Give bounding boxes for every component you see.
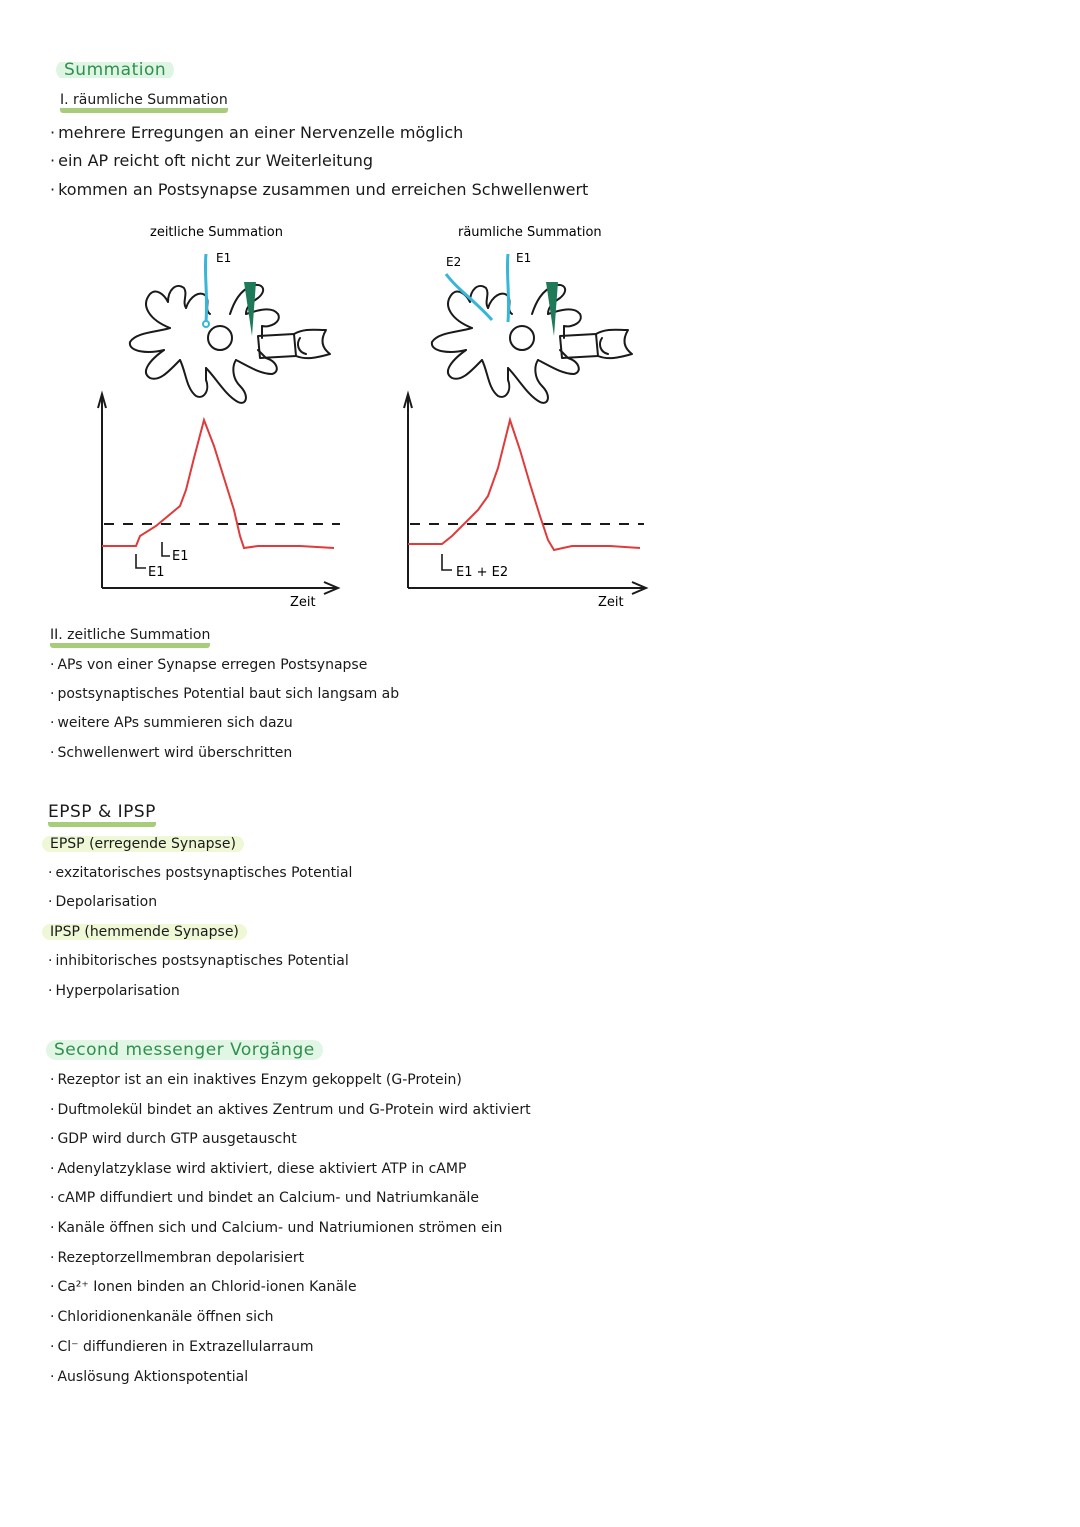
curve-right bbox=[408, 420, 640, 550]
epsp-line-1: · exzitatorisches postsynaptisches Potential bbox=[48, 865, 352, 881]
section2-line-1: · APs von einer Synapse erregen Postsynapse bbox=[50, 657, 367, 673]
epsp-line-2: · Depolarisation bbox=[48, 894, 157, 910]
graph-right-axes bbox=[404, 394, 646, 594]
sm-line-10: · Cl⁻ diffundieren in Extrazellularraum bbox=[50, 1339, 314, 1355]
curve-left bbox=[102, 420, 334, 548]
second-messenger-title: Second messenger Vorgänge bbox=[46, 1040, 323, 1060]
section2-title: II. zeitliche Summation bbox=[50, 627, 210, 648]
epsp-ipsp-title: EPSP & IPSP bbox=[48, 802, 156, 827]
sm-line-3: · GDP wird durch GTP ausgetauscht bbox=[50, 1131, 297, 1147]
diagram-right-electrode-2-label: E1 bbox=[516, 251, 532, 265]
ipsp-line-2: · Hyperpolarisation bbox=[48, 983, 180, 999]
diagram-right-x-label: Zeit bbox=[598, 595, 624, 610]
diagram-left-title: zeitliche Summation bbox=[150, 225, 283, 240]
diagram-left bbox=[98, 225, 340, 610]
section2-line-3: · weitere APs summieren sich dazu bbox=[50, 715, 293, 731]
neuron-right-icon bbox=[432, 285, 632, 403]
sm-line-9: · Chloridionenkanäle öffnen sich bbox=[50, 1309, 274, 1325]
ipsp-line-1: · inhibitorisches postsynaptisches Potential bbox=[48, 953, 349, 969]
ipsp-title: IPSP (hemmende Synapse) bbox=[42, 924, 247, 940]
diagram-left-electrode-label: E1 bbox=[216, 251, 232, 265]
sm-line-6: · Kanäle öffnen sich und Calcium- und Natriumionen strömen ein bbox=[50, 1220, 502, 1236]
summation-title: Summation bbox=[56, 60, 174, 80]
neuron-left-icon bbox=[130, 285, 330, 403]
section1-title: I. räumliche Summation bbox=[60, 92, 228, 113]
sm-line-11: · Auslösung Aktionspotential bbox=[50, 1369, 248, 1385]
section1-line-3: · kommen an Postsynapse zusammen und erreichen Schwellenwert bbox=[50, 180, 588, 199]
diagram-right-title: räumliche Summation bbox=[458, 225, 602, 240]
diagram-right-electrode-1-label: E2 bbox=[446, 255, 462, 269]
sm-line-1: · Rezeptor ist an ein inaktives Enzym gekoppelt (G-Protein) bbox=[50, 1072, 462, 1088]
sm-line-7: · Rezeptorzellmembran depolarisiert bbox=[50, 1250, 304, 1266]
diagram-left-marker-2: E1 bbox=[172, 549, 189, 564]
section1-line-1: · mehrere Erregungen an einer Nervenzelle möglich bbox=[50, 123, 463, 142]
section2-line-4: · Schwellenwert wird überschritten bbox=[50, 745, 292, 761]
graph-left-axes bbox=[98, 394, 340, 594]
diagram-left-x-label: Zeit bbox=[290, 595, 316, 610]
section2-line-2: · postsynaptisches Potential baut sich langsam ab bbox=[50, 686, 399, 702]
sm-line-4: · Adenylatzyklase wird aktiviert, diese aktiviert ATP in cAMP bbox=[50, 1161, 466, 1177]
sm-line-5: · cAMP diffundiert und bindet an Calcium- und Natriumkanäle bbox=[50, 1190, 479, 1206]
electrode-right-2-icon bbox=[507, 254, 508, 322]
section1-line-2: · ein AP reicht oft nicht zur Weiterleitung bbox=[50, 151, 373, 170]
electrode-left-icon bbox=[205, 254, 206, 322]
diagram-right-marker: E1 + E2 bbox=[456, 565, 509, 580]
epsp-title: EPSP (erregende Synapse) bbox=[42, 836, 244, 852]
diagram-left-marker-1: E1 bbox=[148, 565, 165, 580]
electrode-right-1-icon bbox=[446, 274, 492, 320]
diagram-right bbox=[404, 225, 646, 610]
inhibitory-electrode-left-icon bbox=[244, 282, 256, 336]
sm-line-2: · Duftmolekül bindet an aktives Zentrum und G-Protein wird aktiviert bbox=[50, 1102, 531, 1118]
inhibitory-electrode-right-icon bbox=[546, 282, 558, 336]
summation-diagrams bbox=[0, 210, 700, 620]
sm-line-8: · Ca²⁺ Ionen binden an Chlorid-ionen Kanäle bbox=[50, 1279, 357, 1295]
